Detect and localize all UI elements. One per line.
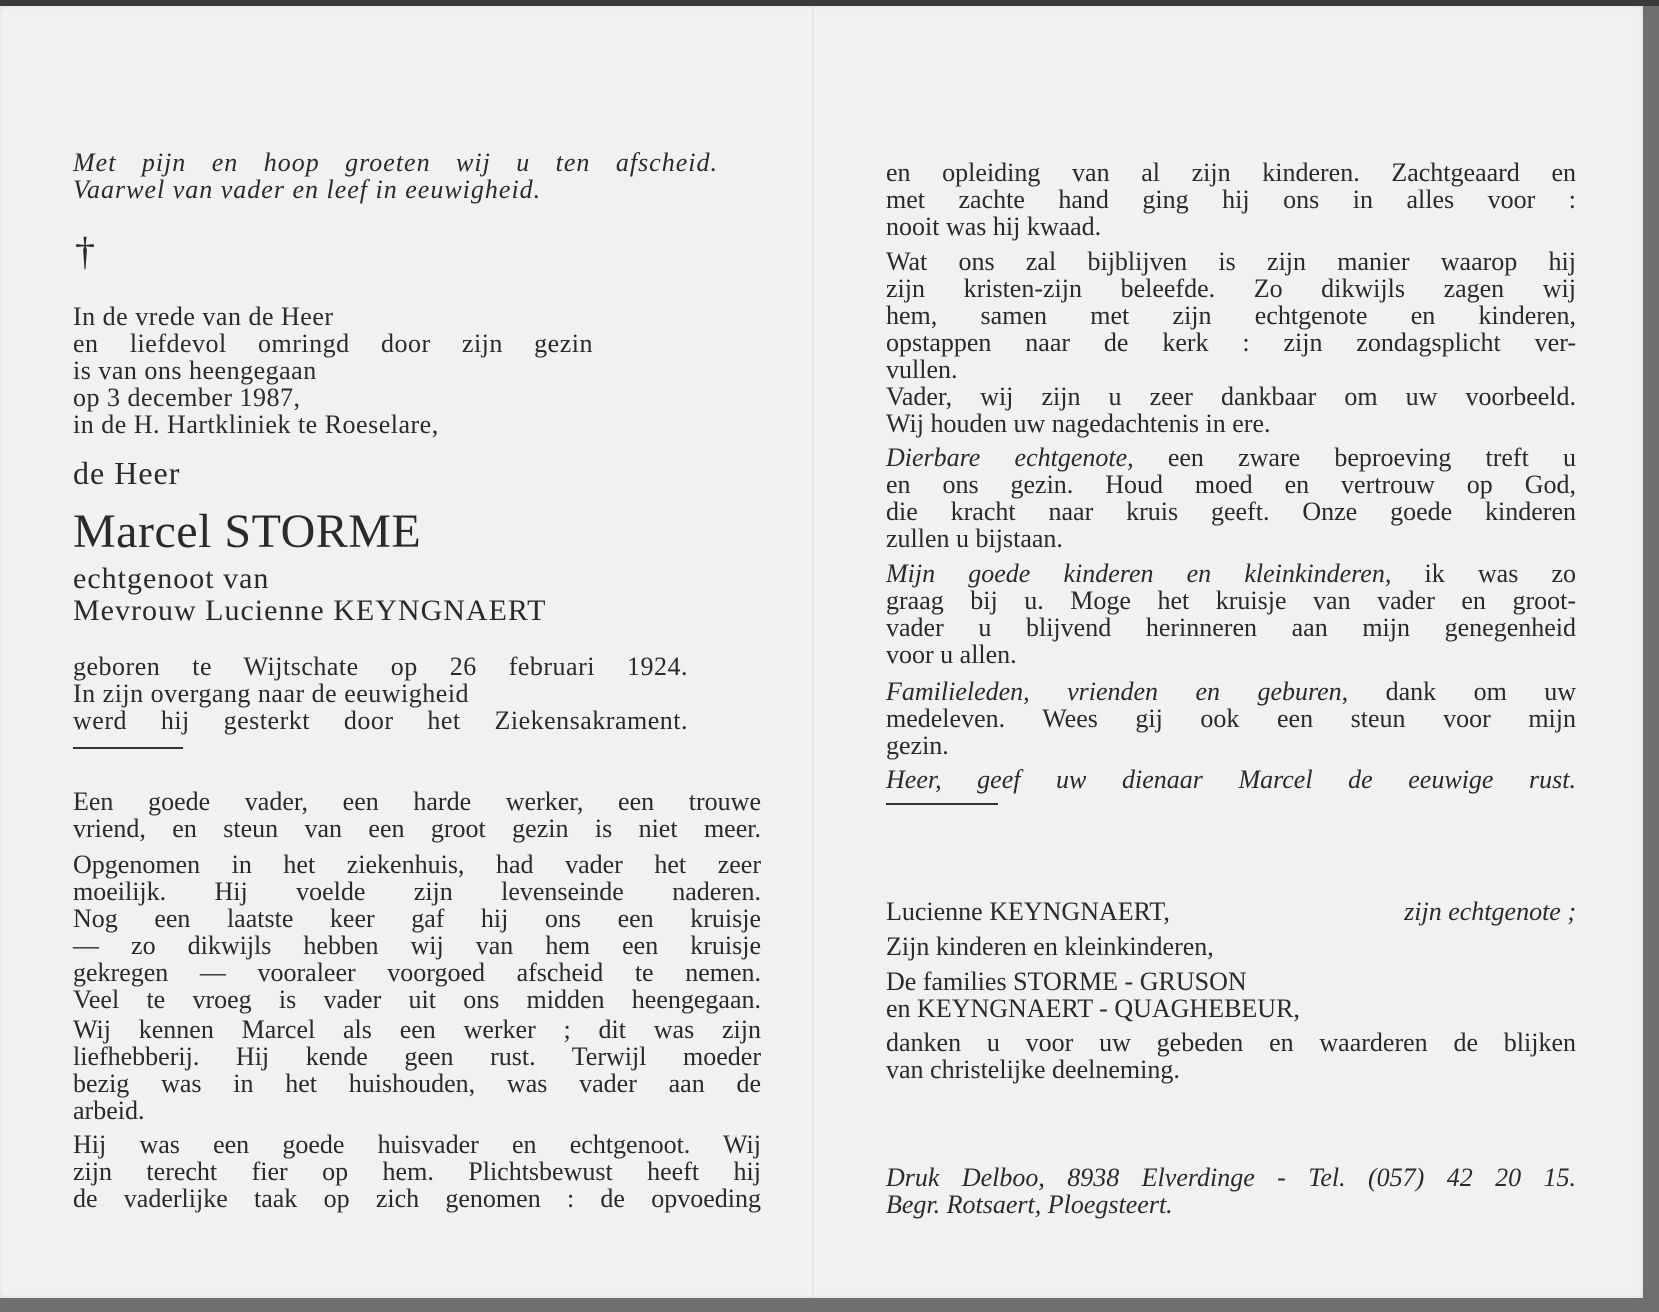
paragraph — [886, 560, 1576, 668]
motto-line: Met pijn en hoop groeten wij u ten afscheid. — [73, 148, 718, 177]
thanks-line: van christelijke deelneming. — [886, 1055, 1180, 1084]
spouse-line: Mevrouw Lucienne KEYNGNAERT — [73, 594, 547, 627]
paragraph-line: bezig was in het huishouden, was vader aan de — [73, 1069, 761, 1098]
paragraph — [73, 1016, 761, 1124]
paragraph-line: Wat ons zal bijblijven is zijn manier waarop hij — [886, 247, 1576, 276]
motto-line: Vaarwel van vader en leef in eeuwigheid. — [73, 175, 542, 204]
paragraph-line: zullen u bijstaan. — [886, 524, 1063, 553]
intro-text — [73, 303, 593, 438]
paragraph-line: moeilijk. Hij voelde zijn levenseinde naderen. — [73, 877, 761, 906]
cross-icon: † — [75, 229, 95, 274]
honorific: de Heer — [73, 455, 181, 491]
paragraph-lead: Dierbare echtgenote, — [886, 443, 1134, 472]
birth-line: geboren te Wijtschate op 26 februari 1924. — [73, 652, 688, 681]
paragraph — [73, 788, 761, 842]
paragraph-line: medeleven. Wees gij ook een steun voor mijn — [886, 704, 1576, 733]
paragraph-line: gezin. — [886, 731, 949, 760]
paragraph-line — [886, 678, 1576, 705]
paragraph-line: Een goede vader, een harde werker, een trouwe — [73, 787, 761, 816]
paragraph-line: voor u allen. — [886, 640, 1017, 669]
printer-line: Druk Delboo, 8938 Elverdinge - Tel. (057) 42 20 15. — [886, 1163, 1576, 1192]
signature-text: Zijn kinderen en kleinkinderen, — [886, 932, 1214, 961]
paragraph-line: Veel te vroeg is vader uit ons midden heengegaan. — [73, 985, 761, 1014]
paragraph-line: zijn kristen-zijn beleefde. Zo dikwijls zagen wij — [886, 274, 1576, 303]
signature-role: zijn echtgenote ; — [1404, 897, 1576, 926]
paragraph-text: ik was zo — [1391, 559, 1577, 588]
intro-line: In de vrede van de Heer — [73, 302, 334, 331]
paragraph-line: Nog een laatste keer gaf hij ons een kruisje — [73, 904, 761, 933]
paragraph-line — [886, 444, 1576, 471]
paragraph-line: en opleiding van al zijn kinderen. Zachtgeaard en — [886, 158, 1576, 187]
paragraph-line: opstappen naar de kerk : zijn zondagsplicht ver- — [886, 328, 1576, 357]
paragraph-line: vullen. — [886, 355, 958, 384]
paragraph-line: Wij houden uw nagedachtenis in ere. — [886, 409, 1271, 438]
deceased-name: Marcel STORME — [73, 505, 422, 558]
memorial-card — [0, 6, 1643, 1298]
paragraph-line: liefhebberij. Hij kende geen rust. Terwijl moeder — [73, 1042, 761, 1071]
birth-line: In zijn overgang naar de eeuwigheid — [73, 679, 470, 708]
printer-line: Begr. Rotsaert, Ploegsteert. — [886, 1190, 1173, 1219]
printer-credits — [886, 1164, 1576, 1218]
paragraph-line: graag bij u. Moge het kruisje van vader en groot- — [886, 586, 1576, 615]
paragraph-line: Heer, geef uw dienaar Marcel de eeuwige rust. — [886, 765, 1576, 794]
intro-line: op 3 december 1987, — [73, 383, 301, 412]
paragraph-lead: Familieleden, vrienden en geburen, — [886, 677, 1349, 706]
paragraph-line: vriend, en steun van een groot gezin is niet meer. — [73, 814, 761, 843]
paragraph-line: Wij kennen Marcel als een werker ; dit was zijn — [73, 1015, 761, 1044]
paragraph — [73, 1131, 761, 1212]
center-fold — [812, 6, 814, 1298]
paragraph-line: de vaderlijke taak op zich genomen : de opvoeding — [73, 1184, 761, 1213]
signature-text: De families STORME - GRUSON — [886, 967, 1247, 996]
paragraph-text: dank om uw — [1348, 677, 1576, 706]
paragraph-text: een zware beproeving treft u — [1133, 443, 1576, 472]
paragraph-line: hem, samen met zijn echtgenote en kinderen, — [886, 301, 1576, 330]
paragraph-line: Vader, wij zijn u zeer dankbaar om uw voorbeeld. — [886, 382, 1576, 411]
spouse-text — [73, 563, 546, 627]
divider — [73, 747, 183, 749]
paragraph-line: Hij was een goede huisvader en echtgenoot. Wij — [73, 1130, 761, 1159]
birth-text — [73, 653, 688, 734]
intro-line: en liefdevol omringd door zijn gezin — [73, 329, 593, 358]
paragraph — [886, 248, 1576, 437]
paragraph-line: vader u blijvend herinneren aan mijn genegenheid — [886, 613, 1576, 642]
paragraph — [886, 678, 1576, 759]
thanks-line: danken u voor uw gebeden en waarderen de blijken — [886, 1028, 1576, 1057]
motto — [73, 149, 718, 203]
prayer-line — [886, 766, 1576, 793]
signature-line — [886, 898, 1576, 925]
divider — [886, 803, 998, 805]
paragraph — [73, 851, 761, 1013]
paragraph-line: met zachte hand ging hij ons in alles voor : — [886, 185, 1576, 214]
paragraph-line: zijn terecht fier op hem. Plichtsbewust heeft hij — [73, 1157, 761, 1186]
intro-line: is van ons heengegaan — [73, 356, 317, 385]
paragraph-line: gekregen — vooraleer voorgoed afscheid te nemen. — [73, 958, 761, 987]
paragraph — [886, 444, 1576, 552]
paragraph-line: nooit was hij kwaad. — [886, 212, 1102, 241]
paragraph-line: arbeid. — [73, 1096, 145, 1125]
signature-name: Lucienne KEYNGNAERT, — [886, 897, 1170, 926]
signature-text: en KEYNGNAERT - QUAGHEBEUR, — [886, 994, 1300, 1023]
paragraph-lead: Mijn goede kinderen en kleinkinderen, — [886, 559, 1392, 588]
paragraph-line — [886, 560, 1576, 587]
paragraph-line: en ons gezin. Houd moed en vertrouw op God, — [886, 470, 1576, 499]
spouse-line: echtgenoot van — [73, 562, 270, 595]
intro-line: in de H. Hartkliniek te Roeselare, — [73, 410, 439, 439]
birth-line: werd hij gesterkt door het Ziekensakrament. — [73, 706, 688, 735]
signature-line — [886, 933, 1576, 960]
signature-families — [886, 968, 1576, 1022]
paragraph-line: Opgenomen in het ziekenhuis, had vader het zeer — [73, 850, 761, 879]
thanks-text — [886, 1029, 1576, 1083]
paragraph — [886, 159, 1576, 240]
paragraph-line: die kracht naar kruis geeft. Onze goede kinderen — [886, 497, 1576, 526]
paragraph-line: — zo dikwijls hebben wij van hem een kruisje — [73, 931, 761, 960]
